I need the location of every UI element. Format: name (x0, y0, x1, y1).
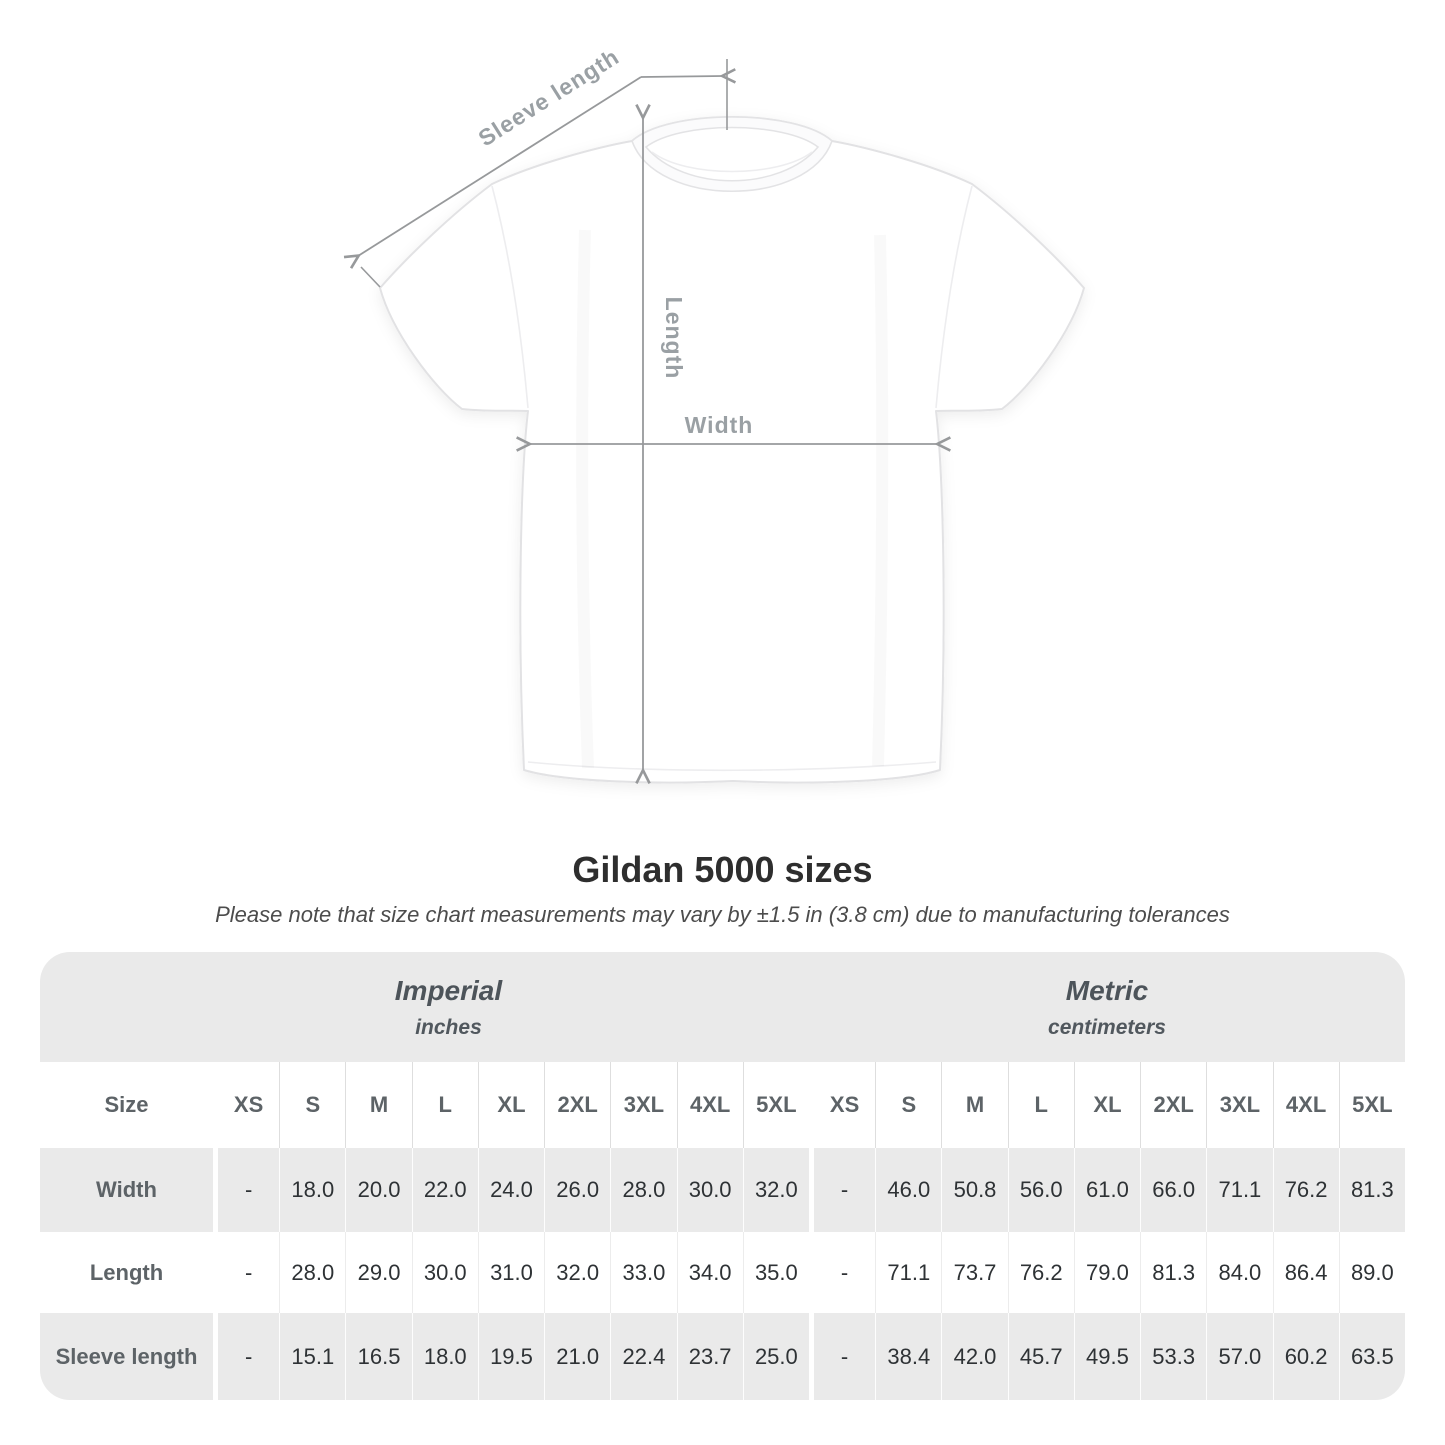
imperial-unit: inches (415, 1015, 482, 1039)
imperial-title: Imperial (394, 974, 503, 1006)
size-value: 16.5 (345, 1313, 411, 1400)
size-value: 19.5 (478, 1313, 544, 1400)
size-value: 31.0 (478, 1232, 544, 1313)
size-value: 46.0 (875, 1148, 941, 1232)
size-value: 63.5 (1339, 1313, 1405, 1400)
width-label: Width (684, 412, 754, 438)
size-value: 34.0 (677, 1232, 743, 1313)
size-header-row (40, 1062, 1405, 1148)
size-value: 33.0 (610, 1232, 676, 1313)
size-header-metric-4xl: 4XL (1273, 1062, 1339, 1148)
size-value: 15.1 (279, 1313, 345, 1400)
size-header-imperial-4xl: 4XL (677, 1062, 743, 1148)
size-value: 57.0 (1206, 1313, 1272, 1400)
size-value: - (809, 1148, 875, 1232)
size-value: 35.0 (743, 1232, 809, 1313)
size-header-imperial-m: M (345, 1062, 411, 1148)
caption (0, 848, 1445, 928)
size-value: 86.4 (1273, 1232, 1339, 1313)
size-value: 25.0 (743, 1313, 809, 1400)
size-header-metric-3xl: 3XL (1206, 1062, 1272, 1148)
tolerance-note: Please note that size chart measurements may vary by ±1.5 in (3.8 cm) due to manufacturing tolerances (215, 902, 1230, 927)
size-value: 81.3 (1339, 1148, 1405, 1232)
table-row (40, 1232, 1405, 1313)
size-value: 28.0 (610, 1148, 676, 1232)
size-table (40, 952, 1405, 1400)
size-value: 81.3 (1140, 1232, 1206, 1313)
size-header-imperial-xl: XL (478, 1062, 544, 1148)
size-header-metric-5xl: 5XL (1339, 1062, 1405, 1148)
size-header-imperial-s: S (279, 1062, 345, 1148)
size-value: 29.0 (345, 1232, 411, 1313)
table-row (40, 1148, 1405, 1232)
size-value: 30.0 (677, 1148, 743, 1232)
size-value: 23.7 (677, 1313, 743, 1400)
size-value: 76.2 (1008, 1232, 1074, 1313)
row-label: Length (40, 1232, 213, 1313)
size-value: 73.7 (941, 1232, 1007, 1313)
size-value: 53.3 (1140, 1313, 1206, 1400)
size-value: 32.0 (743, 1148, 809, 1232)
row-label: Width (40, 1148, 213, 1232)
metric-band (809, 952, 1405, 1062)
size-header-metric-m: M (941, 1062, 1007, 1148)
size-header-metric-xs: XS (809, 1062, 875, 1148)
size-header-metric-l: L (1008, 1062, 1074, 1148)
size-value: 89.0 (1339, 1232, 1405, 1313)
size-value: 32.0 (544, 1232, 610, 1313)
size-value: 66.0 (1140, 1148, 1206, 1232)
size-value: 30.0 (412, 1232, 478, 1313)
size-header-metric-s: S (875, 1062, 941, 1148)
size-value: 45.7 (1008, 1313, 1074, 1400)
size-value: 21.0 (544, 1313, 610, 1400)
metric-unit: centimeters (1048, 1015, 1166, 1039)
sleeve-length-label: Sleeve length (473, 43, 624, 152)
size-value: 42.0 (941, 1313, 1007, 1400)
size-value: 28.0 (279, 1232, 345, 1313)
size-value: 56.0 (1008, 1148, 1074, 1232)
tshirt-graphic (380, 117, 1084, 783)
size-value: - (809, 1232, 875, 1313)
size-value: 18.0 (279, 1148, 345, 1232)
size-value: 71.1 (1206, 1148, 1272, 1232)
size-header-metric-xl: XL (1074, 1062, 1140, 1148)
size-table-body (40, 1148, 1405, 1400)
size-value: 22.0 (412, 1148, 478, 1232)
size-value: 60.2 (1273, 1313, 1339, 1400)
size-header-imperial-2xl: 2XL (544, 1062, 610, 1148)
size-value: 24.0 (478, 1148, 544, 1232)
unit-band-row (40, 952, 1405, 1062)
size-value: 26.0 (544, 1148, 610, 1232)
size-header-imperial-3xl: 3XL (610, 1062, 676, 1148)
size-value: 49.5 (1074, 1313, 1140, 1400)
length-label: Length (661, 296, 687, 380)
size-value: - (213, 1148, 279, 1232)
size-value: 71.1 (875, 1232, 941, 1313)
size-header-imperial-5xl: 5XL (743, 1062, 809, 1148)
size-value: 38.4 (875, 1313, 941, 1400)
row-label: Sleeve length (40, 1313, 213, 1400)
table-row (40, 1313, 1405, 1400)
size-value: 61.0 (1074, 1148, 1140, 1232)
size-value: 79.0 (1074, 1232, 1140, 1313)
size-header-imperial-xs: XS (213, 1062, 279, 1148)
imperial-band (40, 952, 809, 1062)
metric-title: Metric (1065, 974, 1149, 1006)
size-value: - (809, 1313, 875, 1400)
size-header-metric-2xl: 2XL (1140, 1062, 1206, 1148)
size-value: 20.0 (345, 1148, 411, 1232)
size-value: - (213, 1232, 279, 1313)
size-value: 18.0 (412, 1313, 478, 1400)
size-value: 84.0 (1206, 1232, 1272, 1313)
page-title: Gildan 5000 sizes (572, 849, 873, 890)
size-column-header: Size (40, 1062, 213, 1148)
size-value: - (213, 1313, 279, 1400)
size-value: 22.4 (610, 1313, 676, 1400)
size-header-imperial-l: L (412, 1062, 478, 1148)
size-value: 76.2 (1273, 1148, 1339, 1232)
size-value: 50.8 (941, 1148, 1007, 1232)
